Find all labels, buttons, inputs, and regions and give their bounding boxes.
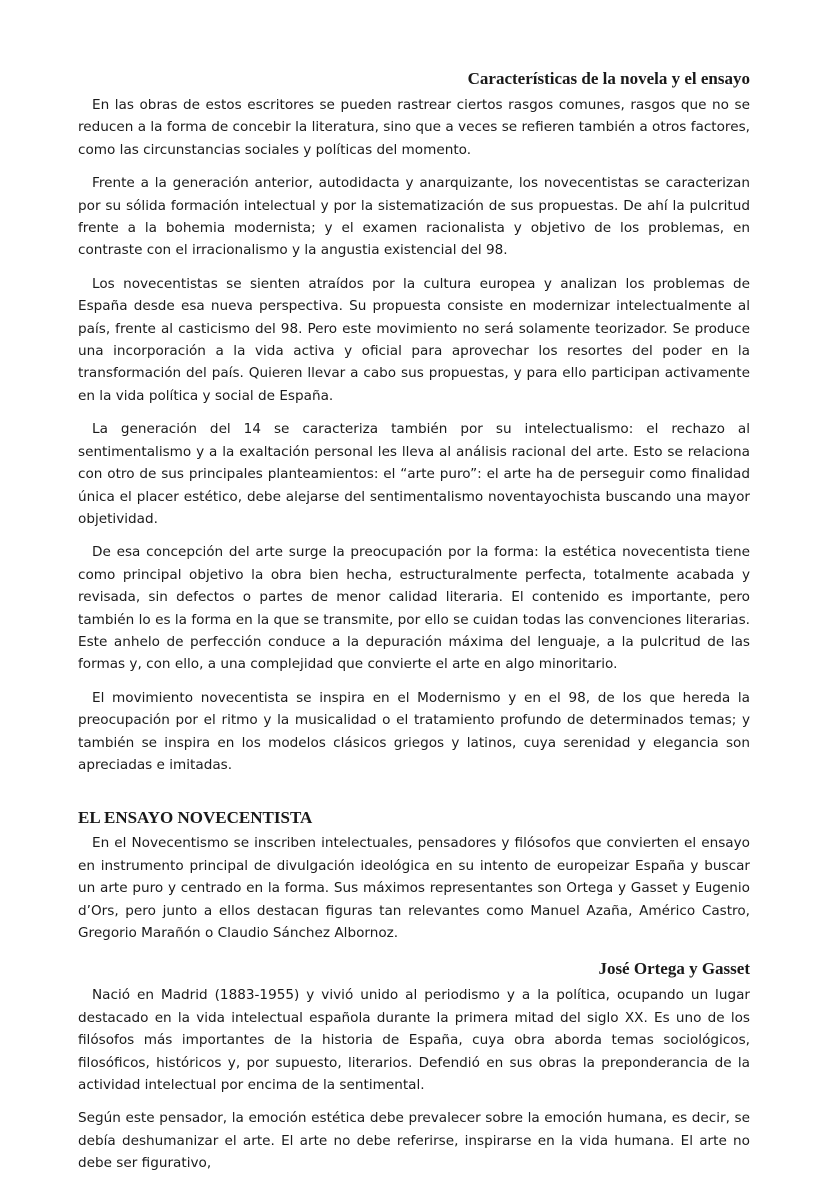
paragraph: La generación del 14 se caracteriza también por su intelectualismo: el rechazo al sentimentalismo y a la exaltación personal les lleva al análisis racional del arte. Esto se relaciona con otro de sus principales planteamientos: el “arte puro”: el arte ha de perseguir como finalidad única el placer estético, debe alejarse del sentimentalismo noventayochista buscando una mayor objetividad. [78, 421, 750, 527]
paragraph: Frente a la generación anterior, autodidacta y anarquizante, los novecentistas se caracterizan por su sólida formación intelectual y por la sistematización de sus propuestas. De ahí la pulcritud frente a la bohemia modernista; y el examen racionalista y objetivo de los problemas, en contraste con el irracionalismo y la angustia existencial del 98. [78, 175, 750, 259]
document-body [78, 68, 750, 1186]
paragraph: Nació en Madrid (1883-1955) y vivió unido al periodismo y a la política, ocupando un lugar destacado en la vida intelectual española durante la primera mitad del siglo XX. Es uno de los filósofos más importantes de la historia de España, cuya obra aborda temas sociológicos, filosóficos, históricos y, por supuesto, literarios. Defendió en sus obras la preponderancia de la actividad intelectual por encima de la sentimental. [78, 987, 750, 1094]
paragraph: De esa concepción del arte surge la preocupación por la forma: la estética novecentista tiene como principal objetivo la obra bien hecha, estructuralmente perfecta, totalmente acabada y revisada, sin defectos o partes de menor calidad literaria. El contenido es importante, pero también lo es la forma en la que se transmite, por ello se cuidan todas las convenciones literarias. Este anhelo de perfección conduce a la depuración máxima del lenguaje, a la pulcritud de las formas y, con ello, a una complejidad que convierte el arte en algo minoritario. [78, 544, 750, 673]
paragraph: En el Novecentismo se inscriben intelectuales, pensadores y filósofos que convierten el ensayo en instrumento principal de divulgación ideológica en su intento de europeizar España y buscar un arte puro y centrado en la forma. Sus máximos representantes son Ortega y Gasset y Eugenio d’Ors, pero junto a ellos destacan figuras tan relevantes como Manuel Azaña, Américo Castro, Gregorio Marañón o Claudio Sánchez Albornoz. [78, 835, 750, 941]
section-heading-ortega-y-gasset: José Ortega y Gasset [598, 959, 750, 979]
paragraph: Según este pensador, la emoción estética debe prevalecer sobre la emoción humana, es decir, se debía deshumanizar el arte. El arte no debe referirse, inspirarse en la vida humana. El arte no debe ser figurativo, [78, 1110, 750, 1172]
paragraph: En las obras de estos escritores se pueden rastrear ciertos rasgos comunes, rasgos que no se reducen a la forma de concebir la literatura, sino que a veces se refieren también a otros factores, como las circunstancias sociales y políticas del momento. [78, 97, 750, 158]
paragraph: El movimiento novecentista se inspira en el Modernismo y en el 98, de los que hereda la preocupación por el ritmo y la musicalidad o el tratamiento profundo de determinados temas; y también se inspira en los modelos clásicos griegos y latinos, cuya serenidad y elegancia son apreciadas e imitadas. [78, 689, 750, 773]
section-heading-ensayo-novecentista: EL ENSAYO NOVECENTISTA [78, 808, 313, 828]
paragraph: Los novecentistas se sienten atraídos por la cultura europea y analizan los problemas de España desde esa nueva perspectiva. Su propuesta consiste en modernizar intelectualmente al país, frente al casticismo del 98. Pero este movimiento no será solamente teorizador. Se produce una incorporación a la vida activa y oficial para aprovechar los resortes del poder en la transformación del país. Quieren llevar a cabo sus propuestas, y para ello participan activamente en la vida política y social de España. [78, 275, 750, 404]
section-heading-caracteristicas: Características de la novela y el ensayo [467, 69, 750, 88]
